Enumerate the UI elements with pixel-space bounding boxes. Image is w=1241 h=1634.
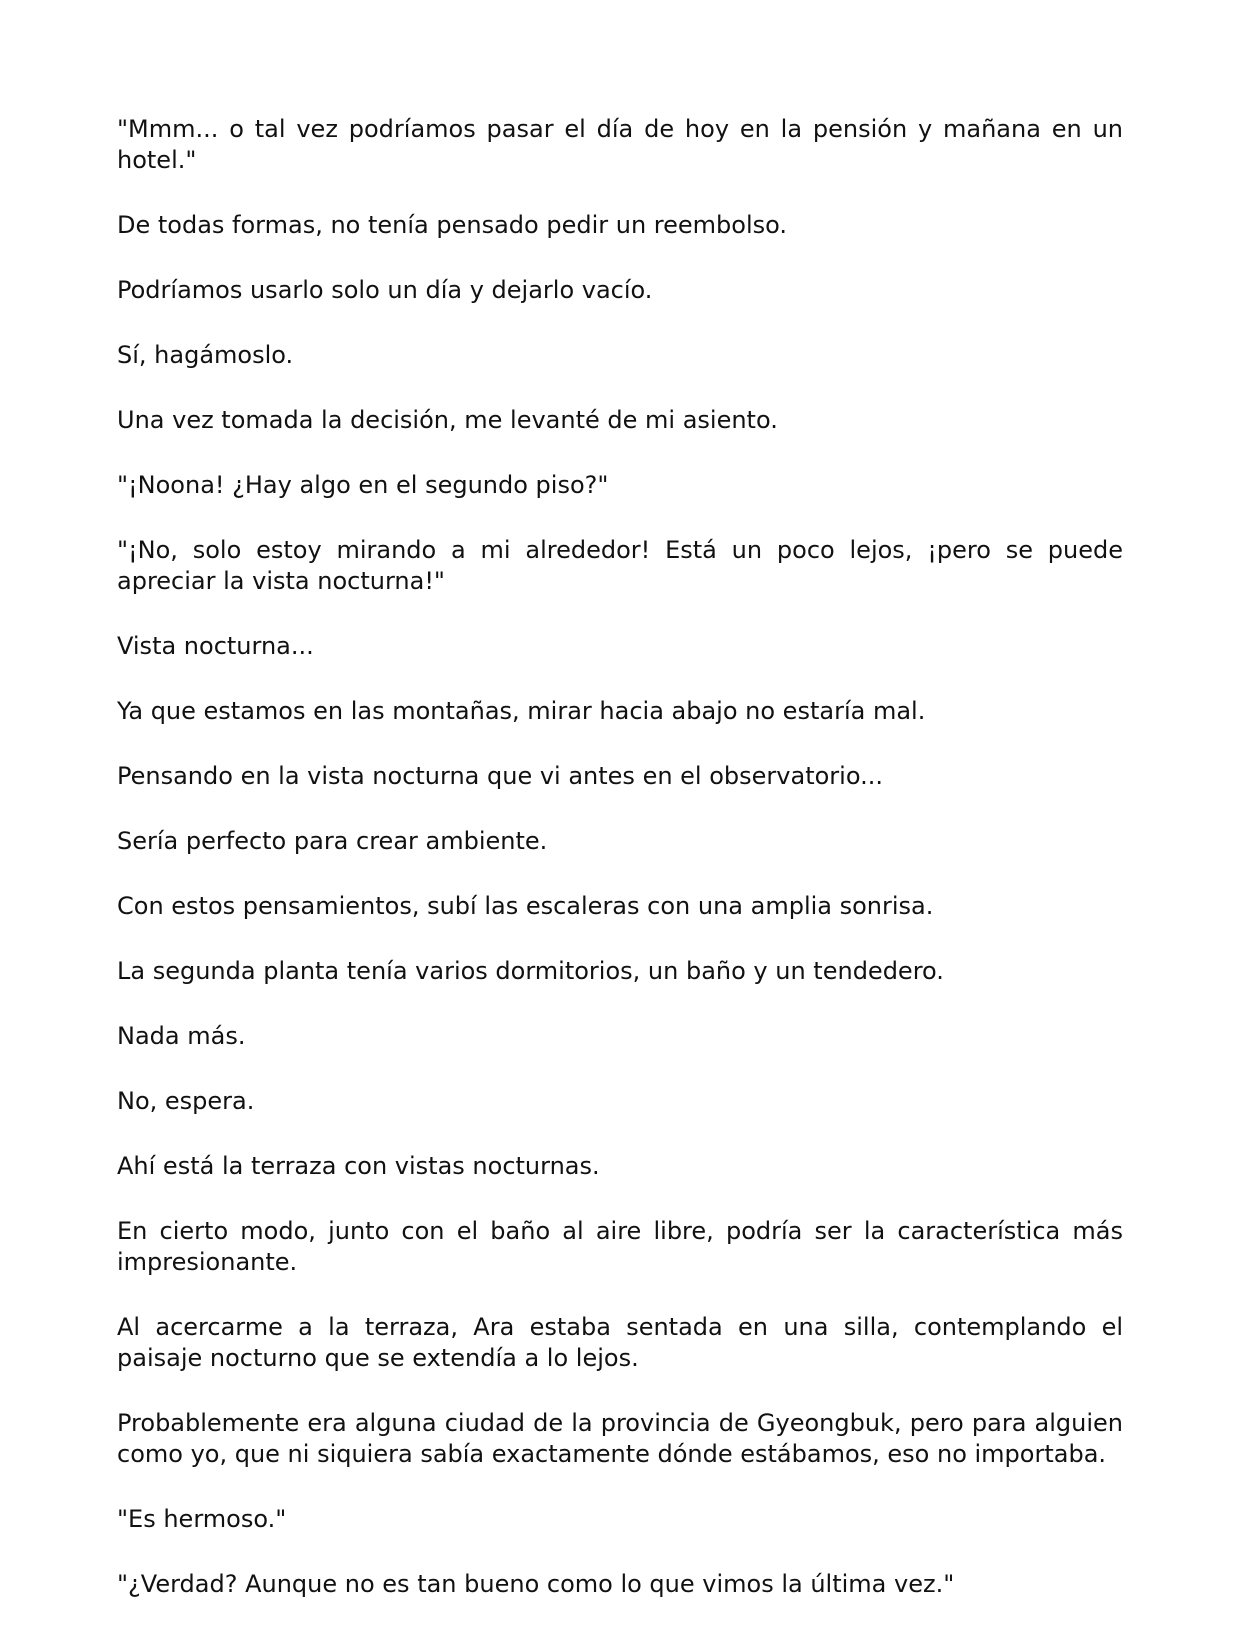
paragraph: Pensando en la vista nocturna que vi antes en el observatorio...: [117, 762, 883, 790]
paragraph: Sí, hagámoslo.: [117, 341, 294, 369]
paragraph: "¡No, solo estoy mirando a mi alrededor! Está un poco lejos, ¡pero se puede apreciar la vista nocturna!": [117, 536, 1123, 595]
paragraph: No, espera.: [117, 1087, 255, 1115]
paragraph: Ahí está la terraza con vistas nocturnas.: [117, 1152, 600, 1180]
paragraph: Sería perfecto para crear ambiente.: [117, 827, 548, 855]
paragraph: Una vez tomada la decisión, me levanté de mi asiento.: [117, 406, 778, 434]
document-page: [117, 114, 1123, 1634]
paragraph: En cierto modo, junto con el baño al aire libre, podría ser la característica más impresionante.: [117, 1217, 1123, 1276]
paragraph: "Mmm... o tal vez podríamos pasar el día de hoy en la pensión y mañana en un hotel.": [117, 115, 1123, 174]
paragraph: La segunda planta tenía varios dormitorios, un baño y un tendedero.: [117, 957, 944, 985]
paragraph: Al acercarme a la terraza, Ara estaba sentada en una silla, contemplando el paisaje nocturno que se extendía a lo lejos.: [117, 1313, 1123, 1372]
paragraph: Vista nocturna...: [117, 632, 314, 660]
paragraph: Ya que estamos en las montañas, mirar hacia abajo no estaría mal.: [117, 697, 926, 725]
paragraph: Con estos pensamientos, subí las escaleras con una amplia sonrisa.: [117, 892, 934, 920]
paragraph: Nada más.: [117, 1022, 246, 1050]
paragraph: "¿Verdad? Aunque no es tan bueno como lo que vimos la última vez.": [117, 1570, 955, 1598]
paragraph: "Es hermoso.": [117, 1505, 287, 1533]
paragraph: Podríamos usarlo solo un día y dejarlo vacío.: [117, 276, 653, 304]
paragraph: Probablemente era alguna ciudad de la provincia de Gyeongbuk, pero para alguien como yo, que ni siquiera sabía exactamente dónde estábamos, eso no importaba.: [117, 1409, 1123, 1468]
paragraph: De todas formas, no tenía pensado pedir un reembolso.: [117, 211, 788, 239]
paragraph: "¡Noona! ¿Hay algo en el segundo piso?": [117, 471, 609, 499]
